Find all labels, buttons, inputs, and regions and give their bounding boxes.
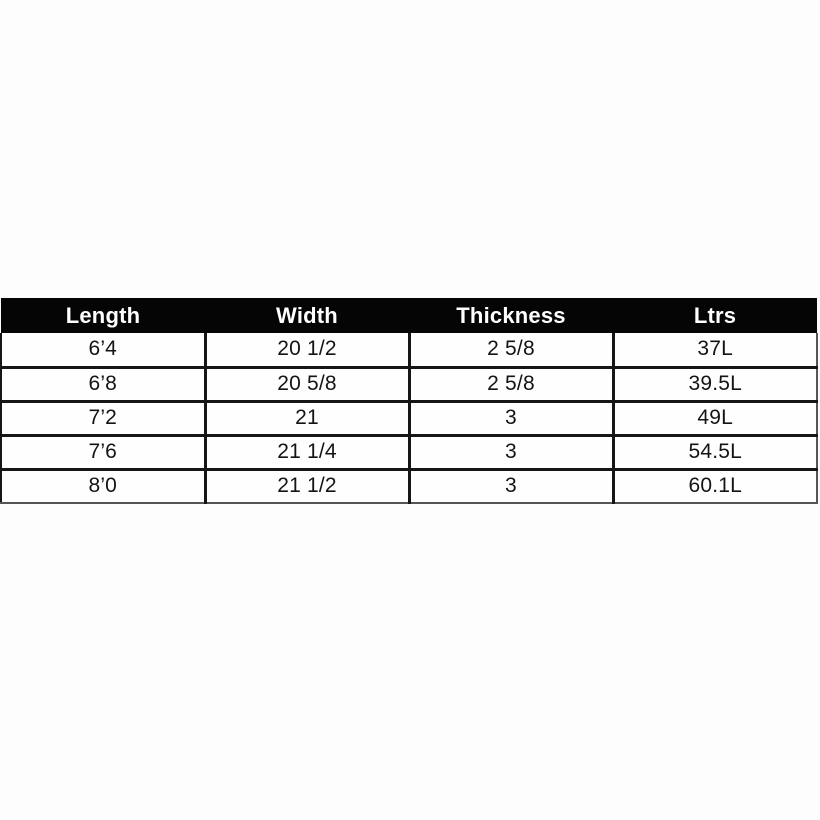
- table-cell: 39.5L: [613, 367, 817, 401]
- table-cell: 21 1/4: [205, 435, 409, 469]
- table-cell: 3: [409, 469, 613, 503]
- column-header-ltrs: Ltrs: [613, 298, 817, 333]
- table-cell: 21 1/2: [205, 469, 409, 503]
- table-row: [1, 469, 817, 503]
- table-cell: 3: [409, 401, 613, 435]
- column-header-thickness: Thickness: [409, 298, 613, 333]
- table-cell: 7’2: [1, 401, 205, 435]
- table-cell: 20 5/8: [205, 367, 409, 401]
- table-cell: 8’0: [1, 469, 205, 503]
- table-cell: 2 5/8: [409, 333, 613, 367]
- table-cell: 2 5/8: [409, 367, 613, 401]
- size-chart-container: [0, 298, 818, 504]
- table-row: [1, 401, 817, 435]
- table-cell: 7’6: [1, 435, 205, 469]
- table-cell: 54.5L: [613, 435, 817, 469]
- table-row: [1, 333, 817, 367]
- table-cell: 60.1L: [613, 469, 817, 503]
- table-row: [1, 435, 817, 469]
- table-cell: 37L: [613, 333, 817, 367]
- table-cell: 3: [409, 435, 613, 469]
- size-chart-table: [0, 298, 818, 504]
- table-cell: 6’4: [1, 333, 205, 367]
- table-cell: 49L: [613, 401, 817, 435]
- table-header: [1, 298, 817, 333]
- table-cell: 21: [205, 401, 409, 435]
- header-row: [1, 298, 817, 333]
- table-cell: 20 1/2: [205, 333, 409, 367]
- table-body: [1, 333, 817, 503]
- table-row: [1, 367, 817, 401]
- column-header-length: Length: [1, 298, 205, 333]
- table-cell: 6’8: [1, 367, 205, 401]
- column-header-width: Width: [205, 298, 409, 333]
